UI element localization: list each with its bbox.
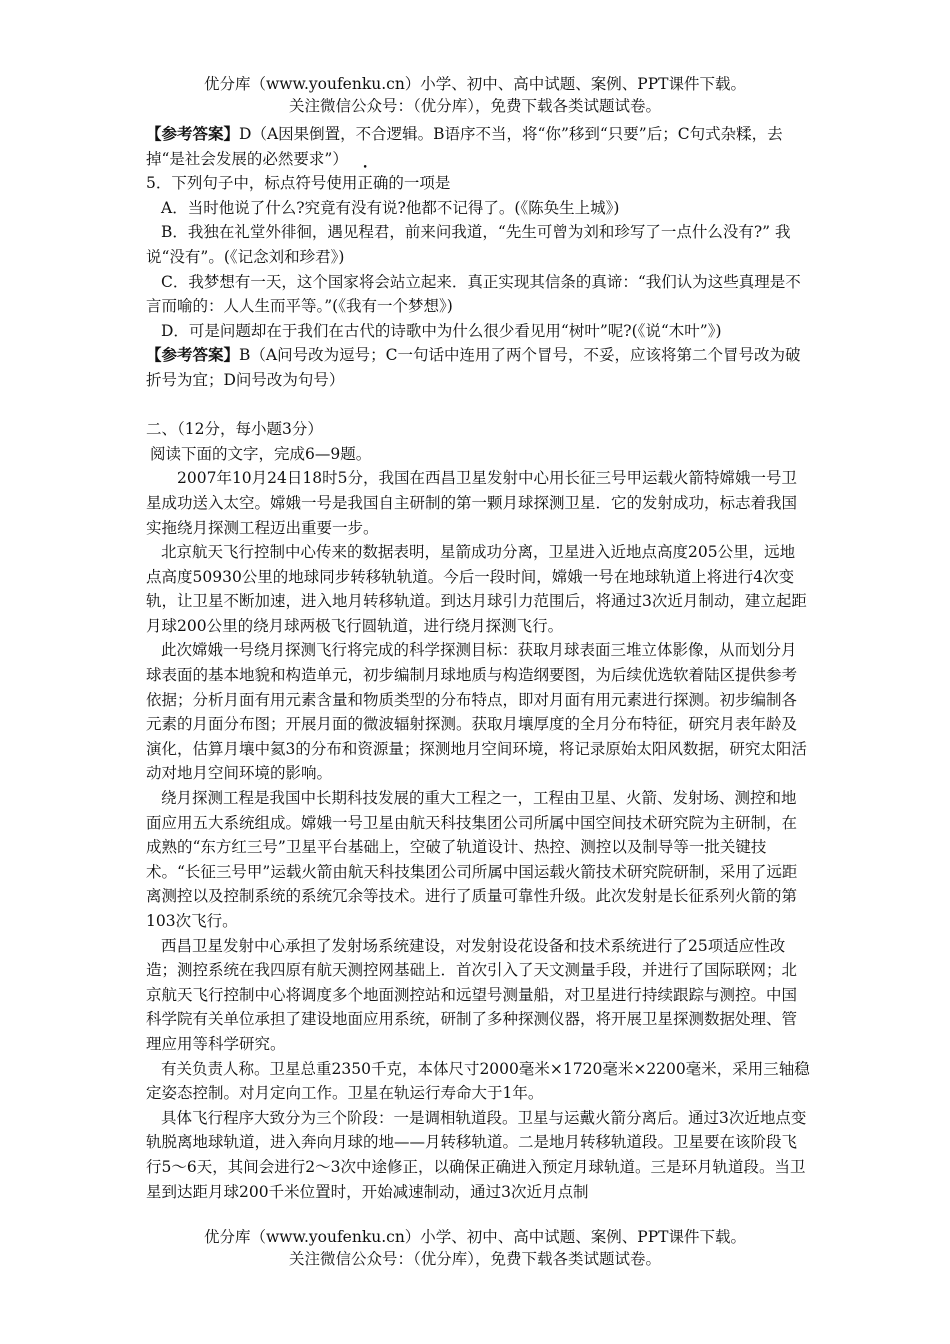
answer-label: 【参考答案】 xyxy=(146,124,240,143)
document-body xyxy=(146,122,810,1204)
reading-instruction: 阅读下面的文字，完成6—9题。 xyxy=(150,444,372,463)
passage-paragraph-7: 具体飞行程序大致分为三个阶段：一是调相轨道段。卫星与运戴火箭分离后。通过3次近地点变轨脱离地球轨道，进入奔向月球的地——月转移轨道。二是地月转移轨道段。卫星要在该阶段飞行5～6天，其间会进行2～3次中途修正，以确保正确进入预定月球轨道。三是环月轨道段。当卫星到达距月球200千米位置时，开始减速制动，通过3次近月点制 xyxy=(146,1108,807,1201)
answer-label: 【参考答案】 xyxy=(146,345,240,365)
stem-text-end: 确的一项是 xyxy=(372,174,451,193)
header-line-2: 关注微信公众号：（优分库），免费下载各类试题试卷。 xyxy=(288,97,661,115)
emphasis-dot-char: 正 xyxy=(357,174,373,193)
footer-line-2: 关注微信公众号：（优分库），免费下载各类试题试卷。 xyxy=(288,1250,661,1268)
stem-text: 5．下列句子中，标点符号使用 xyxy=(146,174,358,193)
section-heading: 二、（12分，每小题3分） xyxy=(146,420,323,439)
passage-paragraph-3: 此次嫦娥一号绕月探测飞行将完成的科学探测目标：获取月球表面三堆立体影像，从而划分月球表面的基本地貌和构造单元，初步编制月球地质与构造纲要图，为后续优选软着陆区提供参考依据；分析月面有用元素含量和物质类型的分布特点，即对月面有用元素进行探测。初步编制各元素的月面分布图；开展月面的微波辐射探测。获取月壤厚度的全月分布特征，研究月表年龄及演化，估算月壤中氦3的分布和资源量；探测地月空间环境，将记录原始太阳风数据，研究太阳活动对地月空间环境的影响。 xyxy=(146,641,807,783)
footer-line-1: 优分库（www.youfenku.cn）小学、初中、高中试题、案例、PPT课件下载。 xyxy=(203,1228,747,1246)
q5-option-b: B．我独在礼堂外徘徊，遇见程君，前来问我道，“先生可曾为刘和珍写了一点什么没有?” 我说“没有”。(《记念刘和珍君》) xyxy=(146,223,791,266)
passage-paragraph-6: 有关负责人称。卫星总重2350千克，本体尺寸2000毫米×1720毫米×2200毫米，采用三轴稳定姿态控制。对月定向工作。卫星在轨运行寿命大于1年。 xyxy=(146,1059,810,1103)
q4-answer xyxy=(146,122,810,171)
passage-paragraph-4: 绕月探测工程是我国中长期科技发展的重大工程之一，工程由卫星、火箭、发射场、测控和地面应用五大系统组成。嫦娥一号卫星由航天科技集团公司所属中国空间技术研究院为主研制，在成熟的“东方红三号”卫星平台基础上，空破了轨道设计、热控、测控以及制导等一批关键技术。“长征三号甲”运载火箭由航天科技集团公司所属中国运载火箭技术研究院研制，采用了远距离测控以及控制系统的系统冗余等技术。进行了质量可靠性升级。此次发射是长征系列火箭的第103次飞行。 xyxy=(146,789,798,930)
page-footer xyxy=(0,1226,950,1270)
q5-option-d: D．可是问题却在于我们在古代的诗歌中为什么很少看见用“树叶”呢?(《说“木叶”》) xyxy=(161,321,722,340)
answer-text: D（A因果倒置，不合逻辑。B语序不当，将“你”移到“只要”后；C句式杂糅，去掉“是社会发展的必然要求”） xyxy=(146,125,783,168)
passage-paragraph-2: 北京航天飞行控制中心传来的数据表明，星箭成功分离，卫星进入近地点高度205公里，远地点高度50930公里的地球同步转移轨轨道。今后一段时间，嫦娥一号在地球轨道上将进行4次变轨，让卫星不断加速，进入地月转移轨道。到达月球引力范围后，将通过3次近月制动，建立起距月球200公里的绕月球两极飞行圆轨道，进行绕月探测飞行。 xyxy=(146,543,807,635)
passage-paragraph-5: 西昌卫星发射中心承担了发射场系统建设，对发射设花设备和技术系统进行了25项适应性改造；测控系统在我四原有航天测控网基础上．首次引入了天文测量手段，并进行了国际联网；北京航天飞行控制中心将调度多个地面测控站和远望号测量船，对卫星进行持续跟踪与测控。中国科学院有关单位承担了建设地面应用系统，研制了多种探测仪器，将开展卫星探测数据处理、管理应用等科学研究。 xyxy=(146,936,798,1053)
header-line-1: 优分库（www.youfenku.cn）小学、初中、高中试题、案例、PPT课件下载。 xyxy=(203,75,747,93)
passage-paragraph-1: 2007年10月24日18时5分，我国在西昌卫星发射中心用长征三号甲运载火箭特嫦娥一号卫星成功送入太空。嫦娥一号是我国自主研制的第一颗月球探测卫星．它的发射成功，标志着我国实拖绕月探测工程迈出重要一步。 xyxy=(146,469,798,537)
q5-stem xyxy=(146,171,810,196)
page-header xyxy=(0,73,950,117)
q5-answer xyxy=(146,343,810,392)
spacer xyxy=(146,393,810,418)
answer-text: B（A问号改为逗号；C一句话中连用了两个冒号，不妥，应该将第二个冒号改为破折号为宜；D问号改为句号） xyxy=(146,346,801,389)
q5-option-c: C．我梦想有一天，这个国家将会站立起来．真正实现其信条的真谛：“我们认为这些真理是不言而喻的：人人生而平等。”(《我有一个梦想》) xyxy=(146,272,801,316)
q5-option-a: A．当时他说了什么?究竟有没有说?他都不记得了。(《陈奂生上城》) xyxy=(161,198,620,217)
